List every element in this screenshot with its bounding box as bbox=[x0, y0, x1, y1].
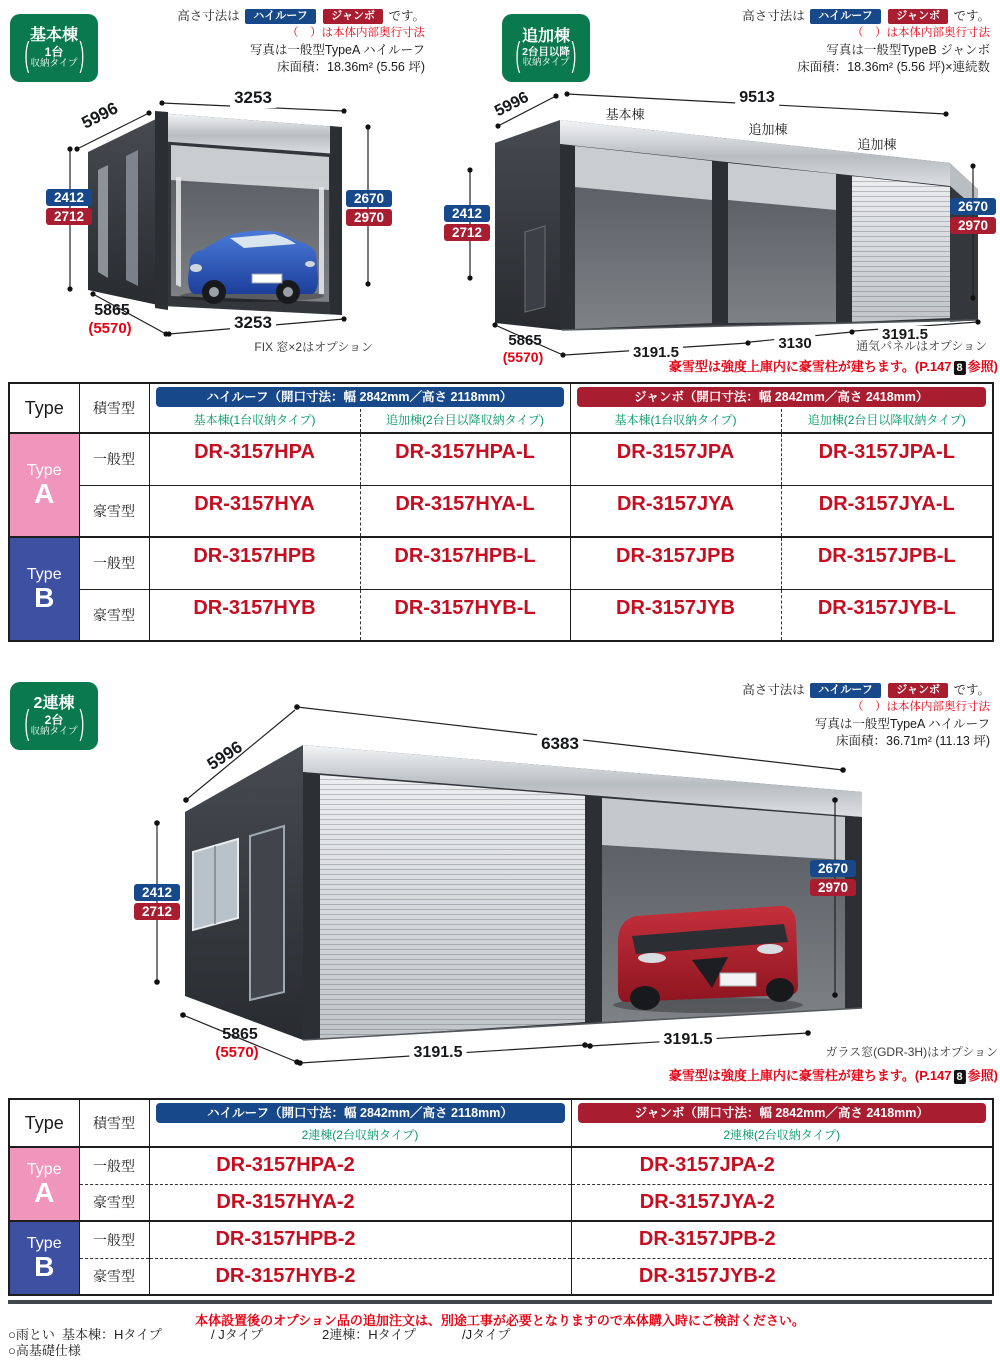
snow-row-label: 一般型 bbox=[79, 1147, 149, 1184]
high-foundation-note: ○高基礎仕様 bbox=[8, 1343, 81, 1358]
photo-note: 写真は一般型TypeB ジャンボ bbox=[826, 43, 990, 57]
model-table-double bbox=[8, 1098, 994, 1296]
height-note-suffix: です。 bbox=[953, 683, 990, 697]
rain-gutter-note: ○雨とい bbox=[8, 1327, 55, 1342]
type-word: Type bbox=[26, 1235, 62, 1252]
paren-right-glyph: ) bbox=[571, 38, 577, 76]
model-cell: DR-3157JPA bbox=[570, 433, 781, 485]
model-cell: DR-3157HYB-2 bbox=[149, 1258, 571, 1295]
bay3-shutter-ribs bbox=[852, 176, 950, 322]
dim-top-width: 3253 bbox=[230, 88, 276, 108]
model-cell: DR-3157JYA bbox=[570, 485, 781, 537]
snow-row-label: 豪雪型 bbox=[79, 485, 149, 537]
dim-depth: 5996 bbox=[492, 88, 532, 121]
type-a-cell bbox=[9, 433, 79, 537]
dim-height-open-heavy: 2970 bbox=[950, 217, 996, 234]
dim-height-side-heavy: 2712 bbox=[444, 224, 490, 241]
bay-label-basic: 基本棟 bbox=[605, 107, 645, 122]
badge-sub2: 収納タイプ bbox=[30, 725, 78, 737]
model-cell: DR-3157JYB-2 bbox=[571, 1258, 993, 1295]
page-ref-badge: 8 bbox=[954, 1070, 966, 1084]
highroof-tag: ハイルーフ bbox=[810, 683, 880, 698]
photo-note: 写真は一般型TypeA ハイルーフ bbox=[249, 43, 425, 57]
fix-window-note: FIX 窓×2はオプション bbox=[254, 340, 373, 354]
dim-bay1-width: 3191.5 bbox=[629, 344, 683, 361]
model-cell: DR-3157JYA-2 bbox=[571, 1184, 993, 1221]
badge-title: 追加棟 bbox=[521, 27, 570, 45]
rain-gutter-basic-h: 基本棟：Hタイプ bbox=[62, 1327, 162, 1342]
snow-note-ref-pre: (P.147 bbox=[914, 359, 952, 374]
col-header-type: Type bbox=[9, 1099, 79, 1147]
height-note-line bbox=[742, 8, 990, 25]
height-note-suffix: です。 bbox=[388, 9, 425, 23]
model-cell: DR-3157JYB-L bbox=[781, 589, 993, 641]
dim-height-side-std: 2412 bbox=[46, 189, 92, 206]
paren-right-glyph: ) bbox=[78, 38, 84, 76]
pillar-mid bbox=[585, 796, 602, 1023]
snow-note-ref-pre: (P.147 bbox=[914, 1068, 952, 1083]
jumbo-header-pill: ジャンボ（開口寸法：幅 2842mm／高さ 2418mm） bbox=[577, 387, 987, 407]
col-header-snow: 積雪型 bbox=[79, 383, 149, 433]
floor-area-note: 床面積：18.36m² (5.56 坪)×連続数 bbox=[797, 60, 990, 74]
dim-top-width: 6383 bbox=[537, 734, 583, 754]
model-cell: DR-3157HPA-L bbox=[360, 433, 570, 485]
dim-bottom-depth: 5865 bbox=[508, 332, 542, 349]
garage-body bbox=[88, 111, 342, 315]
dim-bay2-width: 3130 bbox=[774, 335, 815, 352]
type-b-cell bbox=[9, 1221, 79, 1295]
paren-left-glyph: ( bbox=[24, 706, 30, 744]
bay1-shutter-ribs bbox=[320, 775, 585, 1039]
model-cell: DR-3157JYA-L bbox=[781, 485, 993, 537]
option-order-note: 本体設置後のオプション品の追加注文は、別途工事が必要となりますので本体購入時にご検討ください。 bbox=[195, 1313, 805, 1328]
section-badge-add-unit bbox=[502, 14, 590, 82]
model-cell: DR-3157HYA-L bbox=[360, 485, 570, 537]
badge-title: 2連棟 bbox=[33, 694, 75, 712]
type-word: Type bbox=[26, 1161, 62, 1178]
type-a-cell bbox=[9, 1147, 79, 1221]
subheader-add-j: 追加棟(2台目以降収納タイプ) bbox=[781, 409, 993, 433]
bay-label-add-1: 追加棟 bbox=[748, 122, 788, 137]
side-door bbox=[250, 826, 284, 1000]
garage-body bbox=[495, 120, 978, 330]
badge-sub1: 2台目以降 bbox=[522, 45, 570, 58]
model-cell: DR-3157HYB bbox=[149, 589, 360, 641]
jumbo-header-cell bbox=[570, 383, 993, 409]
inner-depth-note: （ ）は本体内部奥行寸法 bbox=[852, 27, 990, 39]
photo-note: 写真は一般型TypeA ハイルーフ bbox=[814, 717, 990, 731]
paren-left-glyph: ( bbox=[515, 38, 521, 76]
highroof-header-cell bbox=[149, 383, 570, 409]
snow-type-note-1 bbox=[669, 356, 998, 375]
model-cell: DR-3157HPB bbox=[149, 537, 360, 589]
side-wall-door bbox=[525, 226, 545, 312]
model-cell: DR-3157HYA bbox=[149, 485, 360, 537]
highroof-header-pill: ハイルーフ（開口寸法：幅 2842mm／高さ 2118mm） bbox=[156, 387, 564, 407]
col-header-snow: 積雪型 bbox=[79, 1099, 149, 1147]
subheader-base-h: 基本棟(1台収納タイプ) bbox=[149, 409, 360, 433]
corner-post-right bbox=[845, 816, 862, 1009]
pillar-left bbox=[303, 772, 320, 1040]
side-wall-window bbox=[98, 165, 108, 278]
badge-subtitle bbox=[23, 706, 85, 744]
floor-area-note: 床面積：18.36m² (5.56 坪) bbox=[277, 60, 425, 74]
dim-height-side-heavy: 2712 bbox=[134, 903, 180, 920]
subheader-add-h: 追加棟(2台目以降収納タイプ) bbox=[360, 409, 570, 433]
snow-note-text: 豪雪型は強度上庫内に豪雪柱が建ちます。 bbox=[668, 359, 915, 374]
dim-height-side-std: 2412 bbox=[444, 205, 490, 222]
model-cell: DR-3157JPA-2 bbox=[571, 1147, 993, 1184]
pillar-left bbox=[560, 144, 575, 330]
col-header-type: Type bbox=[9, 383, 79, 433]
highroof-tag: ハイルーフ bbox=[810, 9, 880, 24]
dim-height-open-std: 2670 bbox=[346, 190, 392, 207]
info-block-add bbox=[742, 8, 990, 76]
model-cell: DR-3157HPB-2 bbox=[149, 1221, 571, 1258]
highroof-tag: ハイルーフ bbox=[245, 9, 315, 24]
model-table-single bbox=[8, 382, 994, 642]
badge-sub1: 2台 bbox=[44, 712, 64, 727]
jumbo-header-cell bbox=[571, 1099, 993, 1125]
corner-post-right bbox=[330, 126, 342, 315]
dim-bottom-depth-inner: (5570) bbox=[502, 349, 544, 365]
height-note-prefix: 高さ寸法は bbox=[177, 9, 240, 23]
garage-body bbox=[185, 745, 862, 1040]
height-note-suffix: です。 bbox=[953, 9, 990, 23]
dim-bay2-width: 3191.5 bbox=[660, 1031, 717, 1049]
dim-bottom-width: 3253 bbox=[230, 313, 276, 333]
paren-left-glyph: ( bbox=[24, 38, 30, 76]
model-cell: DR-3157JPB-2 bbox=[571, 1221, 993, 1258]
vent-panel-note: 通気パネルはオプション bbox=[856, 339, 987, 353]
car-red bbox=[613, 906, 803, 1013]
pillar-mid-1 bbox=[712, 161, 728, 323]
rain-gutter-basic-j: / Jタイプ bbox=[211, 1327, 264, 1342]
height-note-line bbox=[177, 8, 425, 25]
model-cell: DR-3157JYB bbox=[570, 589, 781, 641]
rain-gutter-double-j: /Jタイプ bbox=[462, 1327, 511, 1342]
dim-height-open-heavy: 2970 bbox=[810, 879, 856, 896]
subheader-base-j: 基本棟(1台収納タイプ) bbox=[570, 409, 781, 433]
rain-gutter-double-h: 2連棟：Hタイプ bbox=[322, 1327, 416, 1342]
jumbo-tag: ジャンボ bbox=[888, 9, 948, 24]
snow-row-label: 一般型 bbox=[79, 537, 149, 589]
dim-bay3-width: 3191.5 bbox=[878, 326, 932, 343]
snow-note-ref-post: 参照) bbox=[967, 359, 998, 374]
model-cell: DR-3157JPA-L bbox=[781, 433, 993, 485]
type-word: Type bbox=[26, 566, 62, 583]
badge-sub1: 1台 bbox=[44, 44, 64, 59]
badge-subtitle bbox=[23, 38, 85, 76]
interior-light-right bbox=[319, 187, 324, 294]
type-letter: A bbox=[34, 478, 55, 509]
snow-note-ref-post: 参照) bbox=[967, 1068, 998, 1083]
dim-bottom-depth-inner: (5570) bbox=[88, 320, 132, 337]
dim-bottom-depth: 5865 bbox=[94, 302, 130, 319]
footer-divider bbox=[8, 1300, 992, 1304]
type-word: Type bbox=[26, 462, 62, 479]
side-wall-panel bbox=[126, 150, 138, 286]
height-note-prefix: 高さ寸法は bbox=[742, 683, 805, 697]
corner-post-left bbox=[155, 111, 168, 310]
badge-sub2: 収納タイプ bbox=[522, 57, 570, 69]
paren-right-glyph: ) bbox=[78, 706, 84, 744]
highroof-header-cell bbox=[149, 1099, 571, 1125]
model-cell: DR-3157HYB-L bbox=[360, 589, 570, 641]
dim-height-side-std: 2412 bbox=[134, 884, 180, 901]
model-cell: DR-3157HYA-2 bbox=[149, 1184, 571, 1221]
floor-area-note: 床面積：36.71m² (11.13 坪) bbox=[836, 734, 990, 748]
dim-height-open-std: 2670 bbox=[950, 198, 996, 215]
dim-height-open-heavy: 2970 bbox=[346, 209, 392, 226]
dim-top-width: 9513 bbox=[735, 89, 779, 107]
info-block-basic bbox=[177, 8, 425, 76]
pillar-mid-2 bbox=[836, 174, 852, 322]
badge-sub2: 収納タイプ bbox=[30, 57, 78, 69]
snow-row-label: 一般型 bbox=[79, 433, 149, 485]
height-note-prefix: 高さ寸法は bbox=[742, 9, 805, 23]
inner-depth-note: （ ）は本体内部奥行寸法 bbox=[852, 701, 990, 713]
model-cell: DR-3157HPB-L bbox=[360, 537, 570, 589]
dim-height-open-std: 2670 bbox=[810, 860, 856, 877]
page-ref-badge: 8 bbox=[954, 361, 966, 375]
interior-light-left bbox=[176, 177, 181, 287]
jumbo-tag: ジャンボ bbox=[323, 9, 383, 24]
jumbo-header-pill: ジャンボ（開口寸法：幅 2842mm／高さ 2418mm） bbox=[578, 1103, 987, 1123]
subheader-double-h: 2連棟(2台収納タイプ) bbox=[149, 1125, 571, 1147]
highroof-header-pill: ハイルーフ（開口寸法：幅 2842mm／高さ 2118mm） bbox=[156, 1103, 565, 1123]
subheader-double-j: 2連棟(2台収納タイプ) bbox=[571, 1125, 993, 1147]
jumbo-tag: ジャンボ bbox=[888, 683, 948, 698]
type-letter: A bbox=[34, 1177, 55, 1208]
type-b-cell bbox=[9, 537, 79, 641]
model-cell: DR-3157HPA bbox=[149, 433, 360, 485]
type-letter: B bbox=[34, 582, 55, 613]
model-cell: DR-3157HPA-2 bbox=[149, 1147, 571, 1184]
dim-bottom-depth-inner: (5570) bbox=[215, 1044, 259, 1061]
dim-depth: 5996 bbox=[78, 98, 121, 133]
dim-bay1-width: 3191.5 bbox=[410, 1044, 467, 1062]
dim-bottom-depth: 5865 bbox=[222, 1026, 258, 1043]
model-cell: DR-3157JPB bbox=[570, 537, 781, 589]
snow-row-label: 豪雪型 bbox=[79, 1258, 149, 1295]
bay-label-add-2: 追加棟 bbox=[857, 137, 897, 152]
snow-note-text: 豪雪型は強度上庫内に豪雪柱が建ちます。 bbox=[668, 1068, 915, 1083]
dim-height-side-heavy: 2712 bbox=[46, 208, 92, 225]
snow-type-note-2 bbox=[669, 1065, 998, 1084]
badge-title: 基本棟 bbox=[29, 26, 78, 44]
section-badge-basic-unit bbox=[10, 14, 98, 82]
type-letter: B bbox=[34, 1251, 55, 1282]
snow-row-label: 豪雪型 bbox=[79, 589, 149, 641]
inner-depth-note: （ ）は本体内部奥行寸法 bbox=[287, 27, 425, 39]
snow-row-label: 豪雪型 bbox=[79, 1184, 149, 1221]
glass-window-note: ガラス窓(GDR-3H)はオプション bbox=[825, 1045, 998, 1059]
badge-subtitle bbox=[514, 38, 577, 76]
snow-row-label: 一般型 bbox=[79, 1221, 149, 1258]
model-cell: DR-3157JPB-L bbox=[781, 537, 993, 589]
dim-depth: 5996 bbox=[203, 737, 246, 774]
